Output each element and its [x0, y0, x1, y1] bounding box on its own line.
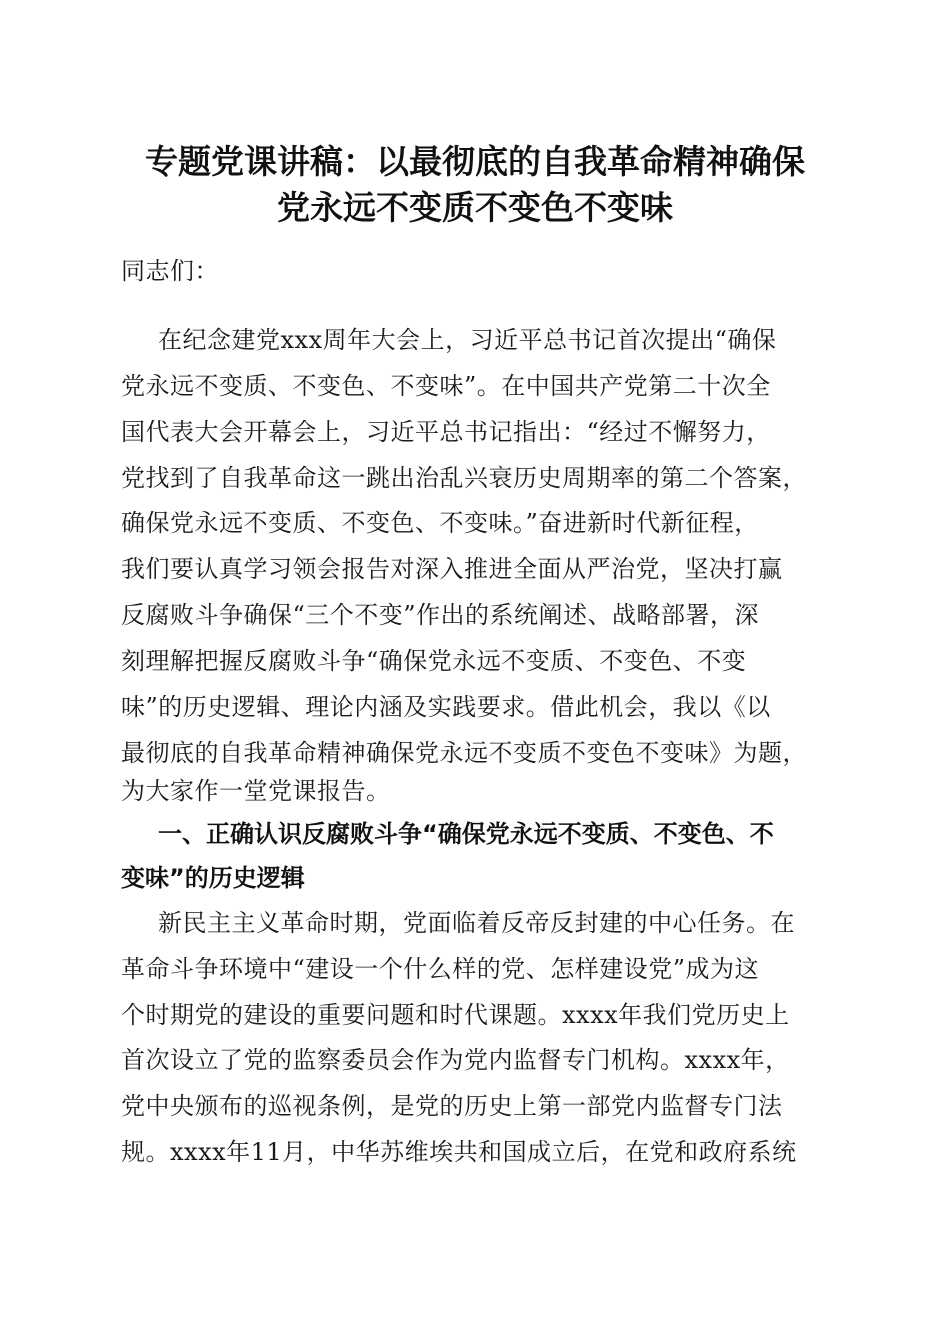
paragraph-line: 首次设立了党的监察委员会作为党内监督专门机构。xxxx年， — [121, 1046, 790, 1074]
paragraph-line: 党永远不变质、不变色、不变味”。在中国共产党第二十次全 — [121, 372, 771, 400]
salutation: 同志们： — [121, 257, 219, 285]
section-heading-line: 一、正确认识反腐败斗争“确保党永远不变质、不变色、不 — [158, 820, 774, 848]
paragraph-line: 个时期党的建设的重要问题和时代课题。xxxx年我们党历史上 — [121, 1001, 790, 1029]
paragraph-line: 党中央颁布的巡视条例，是党的历史上第一部党内监督专门法 — [121, 1092, 783, 1120]
paragraph-line: 反腐败斗争确保“三个不变”作出的系统阐述、战略部署，深 — [121, 601, 760, 629]
paragraph-line: 刻理解把握反腐败斗争“确保党永远不变质、不变色、不变 — [121, 647, 747, 675]
paragraph-line: 国代表大会开幕会上，习近平总书记指出：“经过不懈努力， — [121, 418, 771, 446]
paragraph-line: 最彻底的自我革命精神确保党永远不变质不变色不变味》为题， — [121, 739, 807, 767]
document-title-line-2: 党永远不变质不变色不变味 — [277, 188, 673, 227]
paragraph-line: 味”的历史逻辑、理论内涵及实践要求。借此机会，我以《以 — [121, 693, 771, 721]
paragraph-line: 在纪念建党xxx周年大会上，习近平总书记首次提出“确保 — [158, 326, 777, 354]
paragraph-line: 我们要认真学习领会报告对深入推进全面从严治党，坚决打赢 — [121, 555, 783, 583]
paragraph-line: 革命斗争环境中“建设一个什么样的党、怎样建设党”成为这 — [121, 955, 760, 983]
paragraph-line: 党找到了自我革命这一跳出治乱兴衰历史周期率的第二个答案， — [121, 464, 807, 492]
paragraph-line: 新民主主义革命时期，党面临着反帝反封建的中心任务。在 — [158, 909, 795, 937]
paragraph-line: 确保党永远不变质、不变色、不变味。”奋进新时代新征程， — [121, 509, 759, 537]
document-title-line-1: 专题党课讲稿：以最彻底的自我革命精神确保 — [145, 142, 805, 181]
section-heading-line: 变味”的历史逻辑 — [121, 864, 305, 892]
paragraph-line: 为大家作一堂党课报告。 — [121, 777, 391, 805]
paragraph-line: 规。xxxx年11月，中华苏维埃共和国成立后，在党和政府系统 — [121, 1138, 797, 1166]
